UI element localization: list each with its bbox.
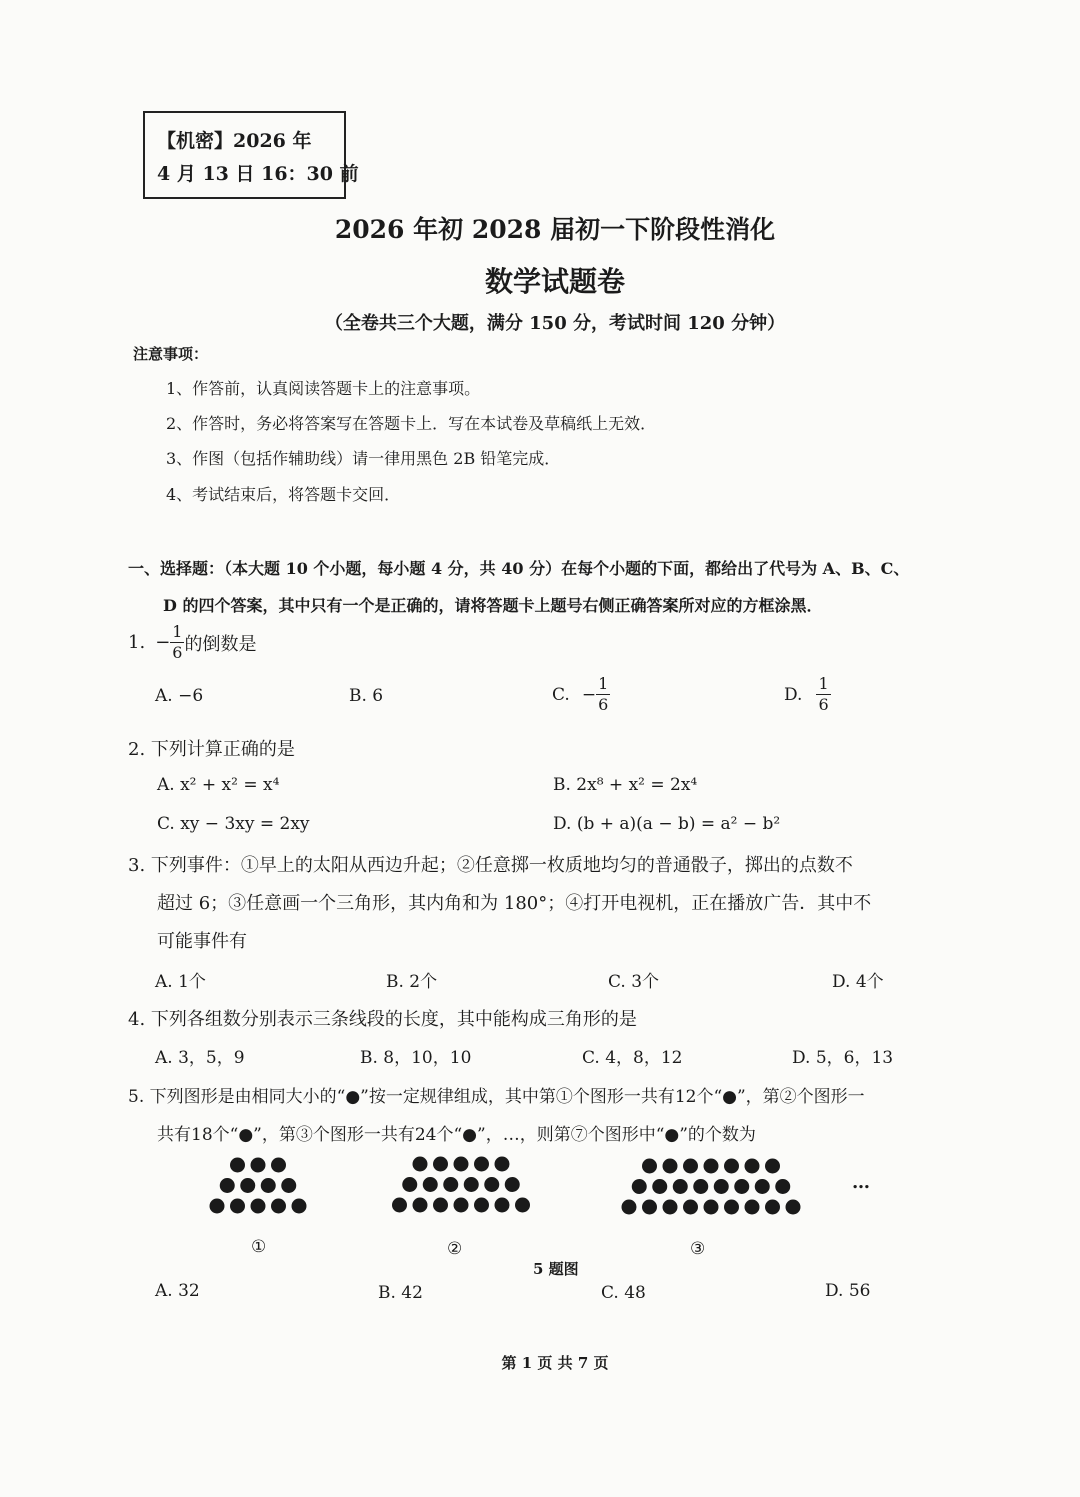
q2-option-d: D. (b + a)(a − b) = a² − b² (553, 814, 781, 834)
dot (652, 1179, 667, 1194)
q5-figure-1 (210, 1158, 307, 1214)
dot (765, 1159, 780, 1174)
dot (230, 1158, 245, 1173)
q5-option-b: B. 42 (378, 1283, 423, 1303)
q5-figure-label-3: ③ (690, 1239, 706, 1259)
q4-option-d: D. 5，6，13 (792, 1048, 894, 1068)
q4-option-b: B. 8，10，10 (360, 1048, 472, 1068)
note-item: 1、作答前，认真阅读答题卡上的注意事项。 (166, 379, 481, 398)
dot (663, 1159, 678, 1174)
question-1 (128, 624, 256, 661)
q1-c-minus: − (581, 684, 597, 705)
dot (683, 1200, 698, 1215)
q1-option-b: B. 6 (349, 686, 384, 706)
dot (251, 1199, 266, 1214)
dot (402, 1177, 417, 1192)
q1-option-d (784, 676, 831, 713)
dot (622, 1200, 637, 1215)
dot (765, 1200, 780, 1215)
dot (642, 1159, 657, 1174)
q4-option-c: C. 4，8，12 (582, 1048, 683, 1068)
dot (775, 1179, 790, 1194)
confidential-line1: 【机密】2026 年 (157, 130, 312, 152)
question-5-line2: 共有18个“●”，第③个图形一共有24个“●”，…，则第⑦个图形中“●”的个数为 (157, 1125, 756, 1145)
dot (464, 1177, 479, 1192)
q2-option-b: B. 2x⁸ + x² = 2x⁴ (553, 775, 698, 795)
dot (693, 1179, 708, 1194)
dot (251, 1158, 266, 1173)
q1-stem: 的倒数是 (184, 633, 257, 655)
dot (495, 1157, 510, 1172)
dot (734, 1179, 749, 1194)
q1-minus: − (155, 632, 171, 653)
dot (704, 1200, 719, 1215)
exam-title: 2026 年初 2028 届初一下阶段性消化 (334, 215, 776, 244)
dot (673, 1179, 688, 1194)
q1-frac-den: 6 (172, 643, 183, 662)
dot (786, 1200, 801, 1215)
q1-d-num: 1 (818, 674, 829, 693)
q3-option-b: B. 2个 (386, 972, 438, 992)
question-3: 3. 下列事件：①早上的太阳从西边升起；②任意掷一枚质地均匀的普通骰子，掷出的点数不 (128, 855, 853, 876)
dot (261, 1178, 276, 1193)
dot (210, 1199, 225, 1214)
q1-c-num: 1 (598, 674, 609, 693)
dot (745, 1159, 760, 1174)
confidential-box (143, 111, 359, 199)
q1-option-a: A. −6 (155, 686, 204, 706)
question-5: 5. 下列图形是由相同大小的“●”按一定规律组成，其中第①个图形一共有12个“●”，第②个图形一 (128, 1087, 865, 1107)
page-footer: 第 1 页 共 7 页 (501, 1354, 609, 1372)
dot (745, 1200, 760, 1215)
q1-d-den: 6 (818, 695, 829, 714)
dot (413, 1157, 428, 1172)
q5-figure-label-2: ② (447, 1239, 463, 1259)
dot (495, 1198, 510, 1213)
q1-d-label: D. (784, 684, 803, 705)
q3-option-c: C. 3个 (608, 972, 660, 992)
question-3-line3: 可能事件有 (157, 931, 247, 952)
dot (724, 1159, 739, 1174)
q5-option-d: D. 56 (825, 1281, 871, 1301)
exam-subject: 数学试题卷 (484, 265, 625, 298)
dot (392, 1198, 407, 1213)
question-4: 4. 下列各组数分别表示三条线段的长度，其中能构成三角形的是 (128, 1009, 637, 1030)
dot (292, 1199, 307, 1214)
dot (515, 1198, 530, 1213)
dot (271, 1158, 286, 1173)
section-heading: 一、选择题：（本大题 10 个小题，每小题 4 分，共 40 分）在每个小题的下面，都给出了代号为 A、B、C、 (128, 559, 910, 578)
q5-figure-2 (392, 1157, 530, 1213)
dot (454, 1157, 469, 1172)
notes-heading: 注意事项： (133, 345, 209, 363)
dot (443, 1177, 458, 1192)
q5-option-c: C. 48 (601, 1283, 646, 1303)
dot (755, 1179, 770, 1194)
dot (281, 1178, 296, 1193)
dot (220, 1178, 235, 1193)
dot (714, 1179, 729, 1194)
q3-option-d: D. 4个 (832, 972, 884, 992)
q5-figure-3 (622, 1159, 801, 1215)
dot (433, 1157, 448, 1172)
dot (454, 1198, 469, 1213)
q1-frac-num: 1 (172, 622, 183, 641)
dot (423, 1177, 438, 1192)
q5-figure-label-1: ① (251, 1237, 267, 1257)
q1-c-label: C. (552, 684, 570, 705)
q5-figure-caption: 5 题图 (533, 1260, 579, 1278)
q1-d-fraction (816, 676, 830, 713)
q1-c-fraction (596, 676, 610, 713)
question-2: 2. 下列计算正确的是 (128, 739, 295, 760)
q1-c-den: 6 (598, 695, 609, 714)
q1-fraction (170, 624, 184, 661)
note-item: 2、作答时，务必将答案写在答题卡上．写在本试卷及草稿纸上无效． (166, 414, 657, 433)
q2-option-c: C. xy − 3xy = 2xy (157, 814, 310, 834)
dot (433, 1198, 448, 1213)
q1-option-c (552, 676, 610, 713)
dot (683, 1159, 698, 1174)
dot (474, 1198, 489, 1213)
dot (642, 1200, 657, 1215)
dot (484, 1177, 499, 1192)
q1-number: 1. (128, 632, 146, 653)
q3-option-a: A. 1个 (155, 972, 206, 992)
dot (413, 1198, 428, 1213)
dot (230, 1199, 245, 1214)
dot (505, 1177, 520, 1192)
exam-info: （全卷共三个大题，满分 150 分，考试时间 120 分钟） (324, 313, 786, 334)
note-item: 3、作图（包括作辅助线）请一律用黑色 2B 铅笔完成． (166, 449, 561, 468)
dot (724, 1200, 739, 1215)
dot (704, 1159, 719, 1174)
dot (271, 1199, 286, 1214)
dot (474, 1157, 489, 1172)
q2-option-a: A. x² + x² = x⁴ (157, 775, 280, 795)
q4-option-a: A. 3，5，9 (155, 1048, 245, 1068)
note-item: 4、考试结束后，将答题卡交回． (166, 485, 401, 504)
dot (240, 1178, 255, 1193)
dot (632, 1179, 647, 1194)
q5-ellipsis: … (852, 1172, 870, 1193)
question-3-line2: 超过 6；③任意画一个三角形，其内角和为 180°；④打开电视机，正在播放广告．其中不 (157, 893, 872, 914)
q5-option-a: A. 32 (155, 1281, 200, 1301)
dot (663, 1200, 678, 1215)
section-heading-cont: D 的四个答案，其中只有一个是正确的，请将答题卡上题号右侧正确答案所对应的方框涂黑． (163, 596, 823, 615)
confidential-line2: 4 月 13 日 16：30 前 (157, 163, 359, 185)
